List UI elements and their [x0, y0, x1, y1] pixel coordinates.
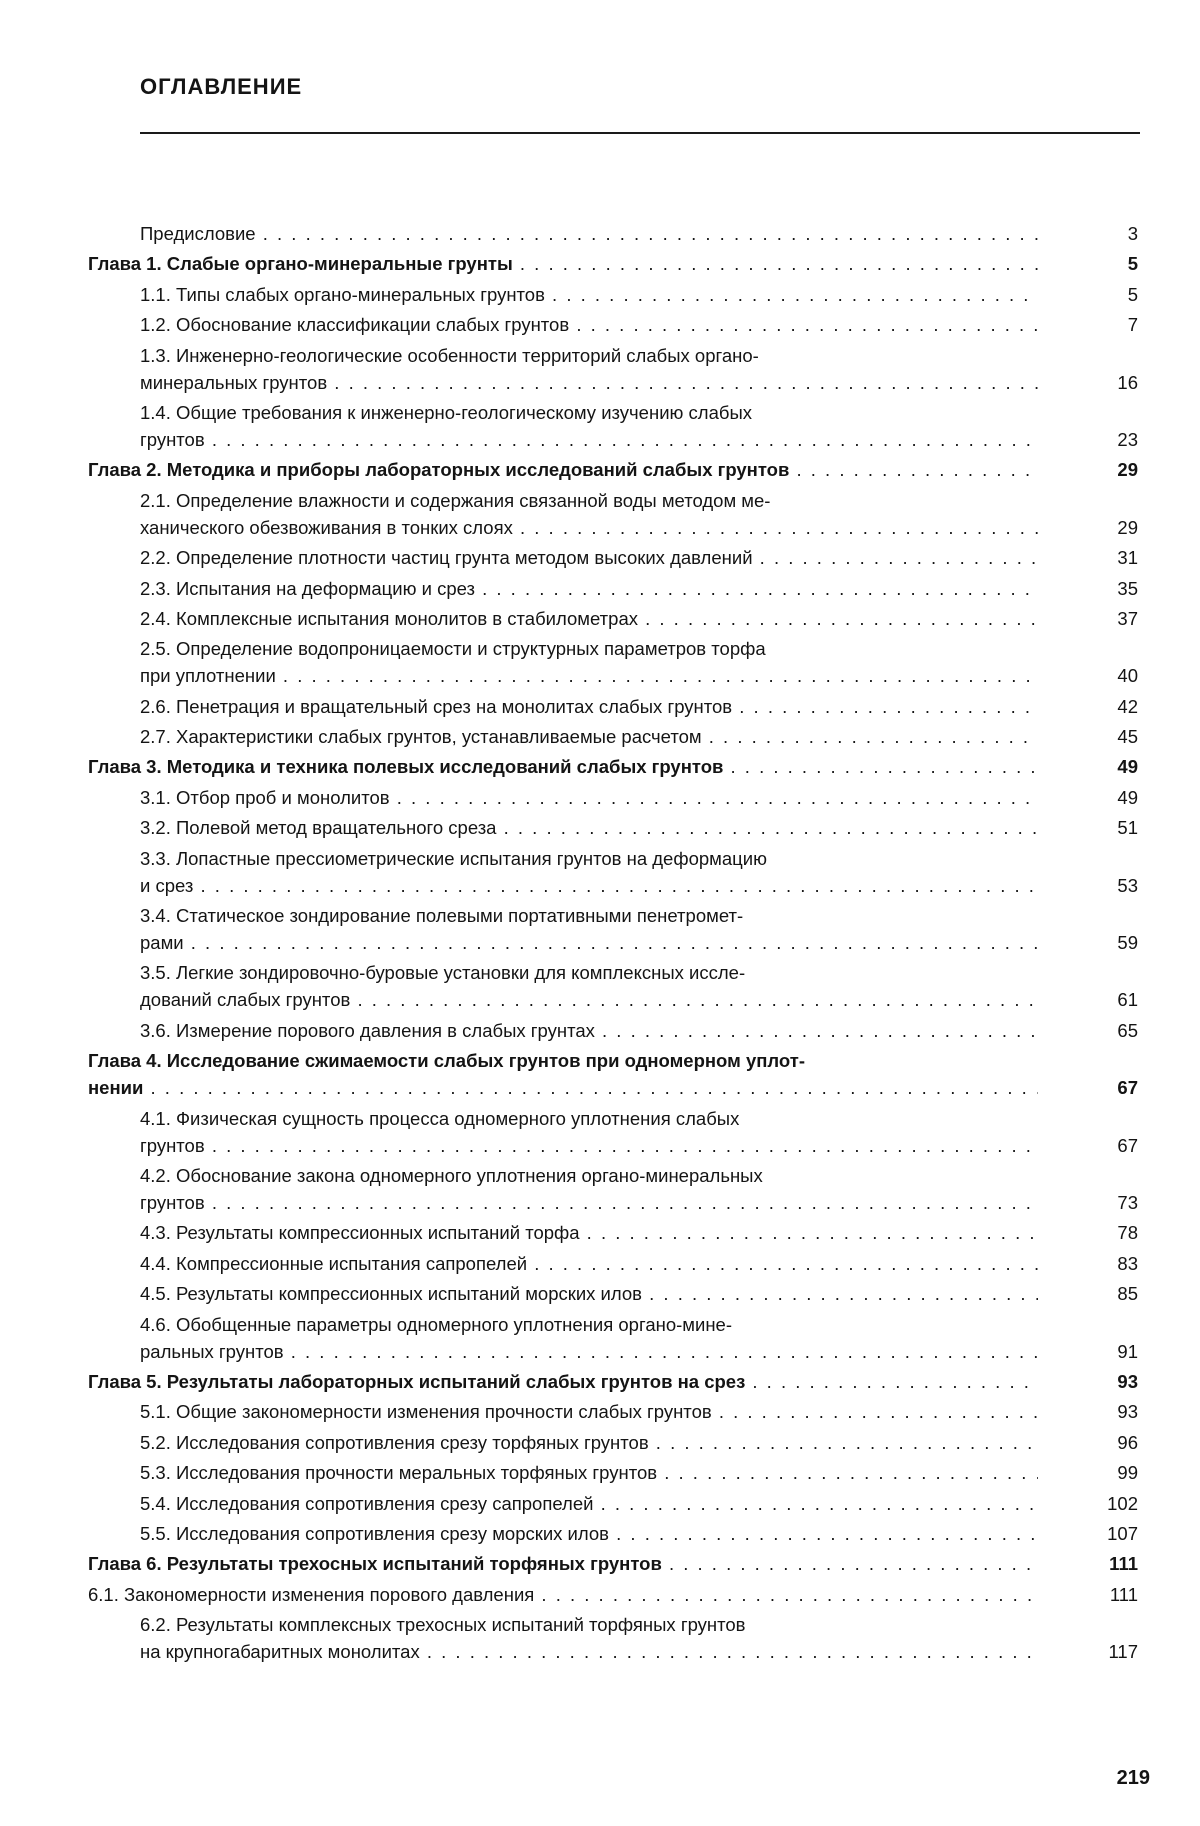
toc-entry-line: 3.3. Лопастные прессиометрические испытания грунтов на деформацию: [140, 847, 767, 869]
toc-entry-line: Глава 2. Методика и приборы лабораторных исследований слабых грунтов . . .: [88, 456, 1038, 483]
toc-entry-page: 93: [1117, 1370, 1138, 1392]
toc-entry-page: 5: [1127, 283, 1138, 305]
toc-entry-line: 4.2. Обоснование закона одномерного уплотнения органо-минеральных: [140, 1164, 763, 1186]
toc-entry-line: 6.1. Закономерности изменения порового давления . . .: [88, 1581, 1038, 1608]
toc-entry: [0, 959, 1200, 1013]
toc-entry-title: [140, 1520, 1038, 1547]
toc-entry-title: [140, 605, 1038, 632]
toc-entry-page: 59: [1117, 932, 1138, 954]
toc-entry: [0, 784, 1200, 811]
toc-entry-page: 37: [1117, 607, 1138, 629]
toc-entry-line: нении . . .: [88, 1074, 1038, 1101]
toc-entry-page: 23: [1117, 428, 1138, 450]
toc-entry-title: [140, 1017, 1038, 1044]
toc-entry-line: 1.4. Общие требования к инженерно-геологическому изучению слабых: [140, 401, 753, 423]
toc-entry: [0, 1311, 1200, 1365]
table-of-contents: [0, 220, 1200, 1668]
toc-entry-line: 2.6. Пенетрация и вращательный срез на монолитах слабых грунтов . . .: [140, 693, 1038, 720]
toc-entry-line: 6.2. Результаты комплексных трехосных испытаний торфяных грунтов: [140, 1614, 746, 1636]
toc-chapter: [0, 250, 1200, 277]
toc-entry-page: 102: [1107, 1492, 1138, 1514]
toc-entry-title: [140, 1611, 1038, 1665]
toc-entry-line: минеральных грунтов . . .: [140, 369, 1038, 396]
toc-entry-title: [140, 1490, 1038, 1517]
title-rule: [140, 132, 1140, 134]
toc-entry-page: 111: [1109, 1553, 1138, 1575]
toc-entry: [0, 575, 1200, 602]
toc-entry-line: грунтов . . .: [140, 1189, 1038, 1216]
toc-entry-line: 5.5. Исследования сопротивления срезу морских илов . . .: [140, 1520, 1038, 1547]
toc-entry-page: 49: [1117, 786, 1138, 808]
toc-entry-title: [140, 575, 1038, 602]
toc-entry: [0, 1105, 1200, 1159]
toc-chapter: [0, 753, 1200, 780]
toc-entry-line: 2.1. Определение влажности и содержания связанной воды методом ме-: [140, 489, 771, 511]
toc-entry-page: 35: [1117, 577, 1138, 599]
toc-entry-title: [140, 635, 1038, 689]
toc-entry: [0, 1581, 1200, 1608]
toc-entry-title: [140, 784, 1038, 811]
toc-entry-title: [140, 399, 1038, 453]
toc-entry-page: 91: [1117, 1340, 1138, 1362]
toc-entry-line: 4.3. Результаты компрессионных испытаний торфа . . .: [140, 1219, 1038, 1246]
toc-entry-title: [140, 959, 1038, 1013]
toc-entry-title: [140, 1105, 1038, 1159]
toc-chapter: [0, 1550, 1200, 1577]
toc-entry-line: 5.1. Общие закономерности изменения прочности слабых грунтов . . .: [140, 1398, 1038, 1425]
toc-entry-line: 5.3. Исследования прочности меральных торфяных грунтов . . .: [140, 1459, 1038, 1486]
toc-entry-line: 3.1. Отбор проб и монолитов . . .: [140, 784, 1038, 811]
toc-entry-title: [140, 311, 1038, 338]
toc-chapter: [0, 1047, 1200, 1101]
toc-entry: [0, 693, 1200, 720]
toc-entry: [0, 1490, 1200, 1517]
toc-entry-line: 5.4. Исследования сопротивления срезу сапропелей . . .: [140, 1490, 1038, 1517]
toc-entry-line: 3.4. Статическое зондирование полевыми портативными пенетромет-: [140, 905, 744, 927]
toc-entry-page: 93: [1117, 1401, 1138, 1423]
toc-entry-page: 53: [1117, 874, 1138, 896]
toc-entry-page: 3: [1127, 223, 1138, 244]
toc-entry: [0, 281, 1200, 308]
toc-entry-line: 1.1. Типы слабых органо-минеральных грунтов . . .: [140, 281, 1038, 308]
toc-entry-line: 2.5. Определение водопроницаемости и структурных параметров торфа: [140, 638, 766, 660]
toc-entry: [0, 1429, 1200, 1456]
toc-entry: [0, 1250, 1200, 1277]
toc-entry-page: 5: [1127, 253, 1138, 275]
toc-entry: [0, 399, 1200, 453]
toc-entry-title: [88, 250, 1038, 277]
toc-entry-title: [88, 1550, 1038, 1577]
toc-entry-line: 4.1. Физическая сущность процесса одномерного уплотнения слабых: [140, 1107, 740, 1129]
page-title: ОГЛАВЛЕНИЕ: [140, 74, 303, 99]
toc-entry-page: 65: [1117, 1019, 1138, 1041]
toc-entry-page: 31: [1117, 547, 1138, 569]
toc-entry-title: [140, 342, 1038, 396]
toc-entry: [0, 902, 1200, 956]
toc-entry-line: 2.3. Испытания на деформацию и срез . . .: [140, 575, 1038, 602]
toc-entry-title: [140, 220, 1038, 247]
toc-entry-line: 3.2. Полевой метод вращательного среза . . .: [140, 814, 1038, 841]
toc-entry-title: [140, 1250, 1038, 1277]
toc-entry: [0, 311, 1200, 338]
toc-entry: [0, 1459, 1200, 1486]
toc-entry: [0, 814, 1200, 841]
toc-entry: [0, 487, 1200, 541]
toc-entry-title: [140, 281, 1038, 308]
toc-entry-title: [140, 693, 1038, 720]
toc-entry-line: 3.5. Легкие зондировочно-буровые установки для комплексных иссле-: [140, 962, 746, 984]
toc-entry-title: [140, 1311, 1038, 1365]
toc-entry-line: 2.4. Комплексные испытания монолитов в стабилометрах . . .: [140, 605, 1038, 632]
toc-entry-title: [140, 487, 1038, 541]
toc-entry-line: 4.6. Обобщенные параметры одномерного уплотнения органо-мине-: [140, 1313, 732, 1335]
toc-entry-title: [140, 902, 1038, 956]
toc-entry-page: 96: [1117, 1431, 1138, 1453]
toc-entry: [0, 220, 1200, 247]
toc-entry-page: 67: [1117, 1134, 1138, 1156]
toc-entry-page: 7: [1127, 314, 1138, 336]
toc-entry: [0, 635, 1200, 689]
toc-entry-title: [88, 1368, 1038, 1395]
toc-entry-page: 117: [1108, 1641, 1138, 1663]
toc-entry-page: 42: [1117, 695, 1138, 717]
toc-entry: [0, 723, 1200, 750]
toc-chapter: [0, 456, 1200, 483]
toc-entry-line: ханического обезвоживания в тонких слоях . . .: [140, 514, 1038, 541]
toc-entry-page: 67: [1117, 1077, 1138, 1099]
toc-entry-line: 2.7. Характеристики слабых грунтов, устанавливаемые расчетом . . .: [140, 723, 1038, 750]
toc-entry-line: Глава 3. Методика и техника полевых исследований слабых грунтов . . .: [88, 753, 1038, 780]
toc-entry-line: 4.5. Результаты компрессионных испытаний морских илов . . .: [140, 1280, 1038, 1307]
toc-entry-title: [140, 1459, 1038, 1486]
toc-entry: [0, 1280, 1200, 1307]
toc-entry-page: 107: [1107, 1522, 1138, 1544]
toc-entry-page: 61: [1117, 989, 1138, 1011]
toc-entry: [0, 845, 1200, 899]
toc-entry-line: 1.3. Инженерно-геологические особенности территорий слабых органо-: [140, 344, 759, 366]
toc-entry-title: [88, 1047, 1038, 1101]
toc-entry: [0, 342, 1200, 396]
toc-entry-line: Предисловие . . .: [140, 220, 1038, 247]
toc-entry-line: и срез . . .: [140, 872, 1038, 899]
toc-entry: [0, 1611, 1200, 1665]
toc-entry-page: 83: [1117, 1252, 1138, 1274]
toc-entry-line: на крупногабаритных монолитах . . .: [140, 1638, 1038, 1665]
toc-entry: [0, 1219, 1200, 1246]
toc-entry-line: при уплотнении . . .: [140, 662, 1038, 689]
toc-entry-page: 45: [1117, 726, 1138, 748]
toc-entry-line: Глава 4. Исследование сжимаемости слабых грунтов при одномерном уплот-: [88, 1050, 805, 1072]
toc-entry-line: 5.2. Исследования сопротивления срезу торфяных грунтов . . .: [140, 1429, 1038, 1456]
toc-entry-page: 99: [1117, 1462, 1138, 1484]
toc-entry: [0, 1398, 1200, 1425]
toc-entry: [0, 1017, 1200, 1044]
toc-entry-title: [140, 1398, 1038, 1425]
toc-entry-line: дований слабых грунтов . . .: [140, 986, 1038, 1013]
toc-entry-title: [140, 723, 1038, 750]
toc-entry-line: 2.2. Определение плотности частиц грунта методом высоких давлений . . .: [140, 544, 1038, 571]
toc-entry-title: [140, 814, 1038, 841]
toc-entry-page: 49: [1117, 756, 1138, 778]
toc-entry-title: [88, 456, 1038, 483]
toc-entry-title: [140, 544, 1038, 571]
toc-entry-line: грунтов . . .: [140, 426, 1038, 453]
toc-entry-line: ральных грунтов . . .: [140, 1338, 1038, 1365]
toc-entry-line: 1.2. Обоснование классификации слабых грунтов . . .: [140, 311, 1038, 338]
toc-entry: [0, 544, 1200, 571]
toc-entry-title: [88, 1581, 1038, 1608]
toc-entry-title: [140, 1162, 1038, 1216]
toc-entry: [0, 1520, 1200, 1547]
toc-entry-line: Глава 5. Результаты лабораторных испытаний слабых грунтов на срез . . .: [88, 1368, 1038, 1395]
toc-entry-page: 111: [1109, 1583, 1138, 1605]
toc-entry-line: Глава 1. Слабые органо-минеральные грунты . . .: [88, 250, 1038, 277]
toc-entry-title: [140, 1280, 1038, 1307]
toc-entry-title: [140, 1429, 1038, 1456]
toc-entry-page: 40: [1117, 665, 1138, 687]
toc-entry-line: 3.6. Измерение порового давления в слабых грунтах . . .: [140, 1017, 1038, 1044]
toc-entry-line: рами . . .: [140, 929, 1038, 956]
toc-entry-page: 16: [1117, 371, 1138, 393]
toc-entry-line: Глава 6. Результаты трехосных испытаний торфяных грунтов . . .: [88, 1550, 1038, 1577]
toc-entry-page: 51: [1117, 817, 1138, 839]
toc-entry: [0, 1162, 1200, 1216]
toc-entry: [0, 605, 1200, 632]
toc-entry-page: 29: [1117, 516, 1138, 538]
toc-entry-page: 85: [1117, 1283, 1138, 1305]
page-number: 219: [1116, 1767, 1150, 1789]
toc-entry-page: 73: [1117, 1191, 1138, 1213]
toc-entry-page: 29: [1117, 459, 1138, 481]
toc-chapter: [0, 1368, 1200, 1395]
toc-entry-page: 78: [1117, 1222, 1138, 1244]
toc-entry-line: грунтов . . .: [140, 1132, 1038, 1159]
toc-entry-title: [140, 1219, 1038, 1246]
toc-entry-line: 4.4. Компрессионные испытания сапропелей . . .: [140, 1250, 1038, 1277]
toc-entry-title: [140, 845, 1038, 899]
toc-entry-title: [88, 753, 1038, 780]
